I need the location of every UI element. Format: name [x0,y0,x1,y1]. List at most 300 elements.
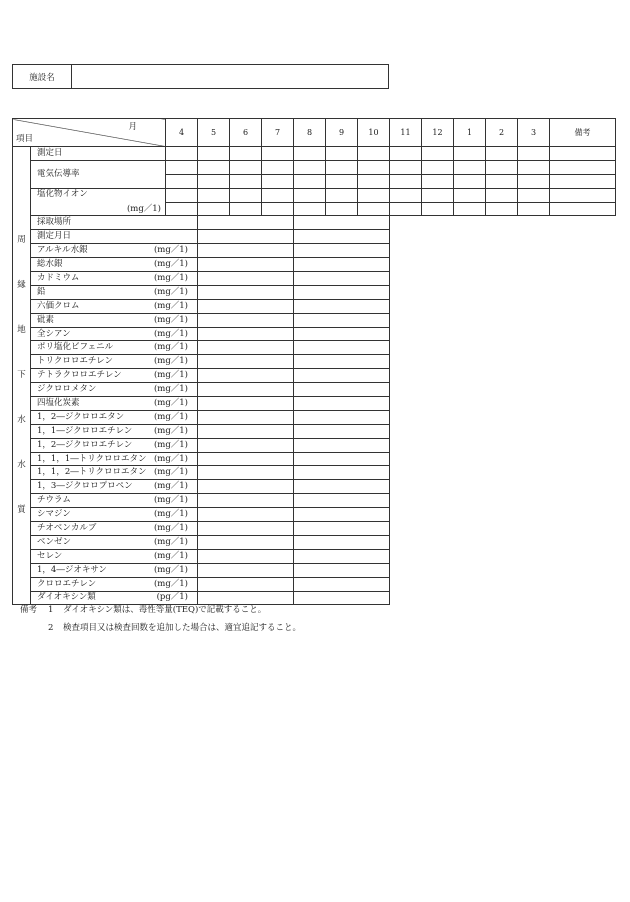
test-item-unit: (mg／1) [153,425,188,436]
sample-value-cell-2 [294,591,390,605]
item-axis-label: 項目 [16,134,34,144]
test-item-label-inner [31,315,197,326]
empty-area [390,313,616,327]
test-item-name: 測定月日 [37,231,72,242]
month-header: 9 [326,119,358,147]
table-row [13,452,616,466]
table-row [13,563,616,577]
sample-value-cell-2 [294,230,390,244]
month-value-cell [294,188,326,202]
month-value-cell [486,147,518,161]
sample-value-cell-2 [294,522,390,536]
chloride-label-inner [37,189,165,215]
sample-value-cell-1 [198,313,294,327]
sample-value-cell-2 [294,410,390,424]
table-row [13,494,616,508]
test-item-label [31,438,198,452]
test-item-label [31,535,198,549]
month-value-cell [454,147,486,161]
table-row [13,244,616,258]
test-item-name: カドミウム [37,272,80,283]
test-item-unit: (mg／1) [153,536,188,547]
empty-area [390,244,616,258]
test-item-label-inner [31,287,197,298]
remarks-value-cell [550,147,616,161]
month-value-cell [198,202,230,216]
sample-value-cell-2 [294,258,390,272]
test-item-name: クロロエチレン [37,578,97,589]
sample-value-cell-1 [198,341,294,355]
test-item-unit: (mg／1) [153,370,188,381]
facility-name-box [12,64,389,89]
remarks-value-cell [550,160,616,174]
test-item-unit: (mg／1) [153,286,188,297]
month-value-cell [454,188,486,202]
header-row [13,119,616,147]
test-item-name: シマジン [37,509,71,520]
facility-name-label: 施設名 [13,65,72,89]
test-item-label-inner [31,398,197,409]
test-item-label-inner [31,217,197,228]
empty-area [390,272,616,286]
notes-heading: 備考 [20,605,38,615]
test-item-label-inner [31,370,197,381]
month-value-cell [198,147,230,161]
test-item-label-inner [31,523,197,534]
empty-area [390,549,616,563]
month-value-cell [518,147,550,161]
empty-area [390,466,616,480]
table-row [13,272,616,286]
table-row [13,424,616,438]
empty-area [390,438,616,452]
sample-value-cell-2 [294,285,390,299]
test-item-label [31,230,198,244]
test-item-unit: (mg／1) [153,384,188,395]
month-value-cell [454,174,486,188]
test-item-unit: (mg／1) [153,245,188,256]
month-value-cell [166,202,198,216]
table-row [13,535,616,549]
empty-area [390,591,616,605]
month-value-cell [198,174,230,188]
month-value-cell [166,188,198,202]
test-item-label [31,327,198,341]
test-item-name: 1，1―ジクロロエチレン [37,425,133,436]
month-value-cell [326,160,358,174]
month-value-cell [326,202,358,216]
table-row [13,258,616,272]
side-label-char: 水 [17,415,26,426]
table-row [13,549,616,563]
test-item-name: 1，2―ジクロロエタン [37,411,125,422]
table-row [13,216,616,230]
month-value-cell [390,188,422,202]
sample-value-cell-2 [294,355,390,369]
remarks-value-cell [550,188,616,202]
test-item-label [31,480,198,494]
table-row [13,480,616,494]
remarks-value-cell [550,174,616,188]
table-row [13,285,616,299]
table-row [13,466,616,480]
sample-value-cell-1 [198,216,294,230]
empty-area [390,327,616,341]
empty-area [390,577,616,591]
diagonal-header-cell [13,119,166,147]
month-value-cell [390,160,422,174]
test-item-label [31,508,198,522]
month-header: 10 [358,119,390,147]
month-value-cell [294,174,326,188]
test-item-name: ベンゼン [37,536,72,547]
test-item-unit: (mg／1) [153,509,188,520]
measurement-date-label: 測定日 [31,147,166,161]
test-item-label [31,299,198,313]
test-item-unit: (mg／1) [153,467,188,478]
test-item-label-inner [31,301,197,312]
month-value-cell [262,188,294,202]
month-value-cell [262,147,294,161]
month-value-cell [326,188,358,202]
sample-value-cell-2 [294,383,390,397]
test-item-name: トリクロロエチレン [37,356,113,367]
sample-value-cell-2 [294,577,390,591]
month-header: 5 [198,119,230,147]
test-item-unit: (mg／1) [153,453,188,464]
sample-value-cell-1 [198,383,294,397]
test-item-unit: (mg／1) [153,564,188,575]
sample-value-cell-2 [294,216,390,230]
test-item-name: 1，4―ジオキサン [37,564,107,575]
test-item-label [31,466,198,480]
sample-value-cell-2 [294,466,390,480]
test-item-label-inner [31,467,197,478]
sample-value-cell-2 [294,369,390,383]
test-item-name: チオベンカルブ [37,522,97,533]
month-value-cell [390,174,422,188]
empty-area [390,383,616,397]
test-item-label-inner [31,481,197,492]
table-row [13,522,616,536]
test-item-unit: (mg／1) [153,356,188,367]
month-value-cell [422,188,454,202]
sample-value-cell-1 [198,577,294,591]
empty-area [390,369,616,383]
table-row [13,313,616,327]
table-row [13,383,616,397]
empty-area [390,285,616,299]
test-item-unit: (mg／1) [153,481,188,492]
side-label-char: 地 [17,325,26,336]
test-item-unit: (mg／1) [153,578,188,589]
month-header: 7 [262,119,294,147]
test-item-unit: (mg／1) [153,300,188,311]
month-value-cell [486,160,518,174]
test-item-name: ポリ塩化ビフェニル [37,342,114,353]
test-item-label [31,410,198,424]
month-value-cell [454,202,486,216]
test-item-label-inner [31,342,197,353]
sample-value-cell-2 [294,299,390,313]
empty-area [390,216,616,230]
test-item-name: テトラクロロエチレン [37,370,122,381]
test-item-label [31,383,198,397]
month-header: 3 [518,119,550,147]
table-row [13,341,616,355]
test-item-name: 1，2―ジクロロエチレン [37,439,133,450]
month-header: 8 [294,119,326,147]
test-item-label [31,258,198,272]
month-value-cell [294,202,326,216]
empty-area [390,522,616,536]
chloride-name: 塩化物イオン [37,189,88,200]
test-item-name: 鉛 [37,286,46,297]
table-row [13,438,616,452]
empty-area [390,410,616,424]
table-row [13,591,616,605]
month-value-cell [358,174,390,188]
test-item-name: 砒素 [37,314,55,325]
empty-area [390,230,616,244]
sample-value-cell-1 [198,299,294,313]
test-item-label-inner [31,509,197,520]
sample-value-cell-2 [294,494,390,508]
test-item-label [31,494,198,508]
empty-area [390,480,616,494]
test-item-unit: (pg／1) [156,592,188,603]
sample-value-cell-2 [294,424,390,438]
sample-value-cell-1 [198,563,294,577]
sample-value-cell-1 [198,466,294,480]
test-item-label [31,244,198,258]
test-item-label [31,452,198,466]
side-label-char: 水 [17,460,26,471]
test-item-label-inner [31,579,197,590]
sample-value-cell-2 [294,397,390,411]
side-label-char: 下 [17,370,26,381]
month-value-cell [518,160,550,174]
month-value-cell [422,147,454,161]
diagonal-header [13,119,165,146]
empty-area [390,341,616,355]
empty-area [390,535,616,549]
month-value-cell [166,147,198,161]
test-item-label-inner [31,384,197,395]
month-value-cell [390,202,422,216]
test-item-label-inner [31,329,197,340]
facility-row [13,65,389,89]
test-item-label [31,591,198,605]
conductivity-label: 電気伝導率 [31,160,166,188]
test-item-name: チウラム [37,495,71,506]
test-item-name: 1，1，1―トリクロロエタン [37,453,147,464]
month-value-cell [230,160,262,174]
sample-value-cell-1 [198,244,294,258]
groundwater-quality-side-label [13,147,31,605]
month-value-cell [486,174,518,188]
table-row [13,397,616,411]
test-item-label [31,563,198,577]
month-value-cell [358,147,390,161]
sample-value-cell-1 [198,522,294,536]
month-axis-label: 月 [128,122,137,132]
test-item-label [31,549,198,563]
month-value-cell [390,147,422,161]
test-item-label-inner [31,565,197,576]
empty-area [390,508,616,522]
month-value-cell [486,202,518,216]
table-row [13,355,616,369]
month-header: 4 [166,119,198,147]
month-value-cell [422,160,454,174]
sample-value-cell-1 [198,327,294,341]
sample-value-cell-1 [198,591,294,605]
sample-value-cell-2 [294,535,390,549]
month-value-cell [358,202,390,216]
test-item-name: 全シアン [37,328,71,339]
remarks-value-cell [550,202,616,216]
test-item-unit: (mg／1) [153,314,188,325]
sample-value-cell-1 [198,508,294,522]
sample-value-cell-2 [294,244,390,258]
note-number: 2 [48,623,54,633]
remarks-header: 備考 [550,119,616,147]
test-item-unit: (mg／1) [153,397,188,408]
test-item-label [31,341,198,355]
sample-value-cell-1 [198,397,294,411]
test-item-label [31,355,198,369]
empty-area [390,563,616,577]
table-row [13,577,616,591]
note-text: 検査項目又は検査回数を追加した場合は、適宜追記すること。 [63,623,302,633]
test-item-label-inner [31,273,197,284]
sample-value-cell-2 [294,438,390,452]
side-label-char: 周 [17,235,26,246]
sample-value-cell-1 [198,480,294,494]
test-item-name: 採取場所 [37,217,72,228]
facility-name-field [72,65,389,89]
month-value-cell [230,202,262,216]
test-item-name: 1，1，2―トリクロロエタン [37,467,147,478]
test-item-label-inner [31,426,197,437]
month-value-cell [230,188,262,202]
test-item-name: アルキル水銀 [37,245,88,256]
table-row [13,369,616,383]
month-value-cell [294,160,326,174]
sample-value-cell-1 [198,272,294,286]
test-item-label-inner [31,454,197,465]
empty-area [390,299,616,313]
month-header: 11 [390,119,422,147]
sample-value-cell-2 [294,452,390,466]
sample-value-cell-1 [198,410,294,424]
month-value-cell [518,174,550,188]
test-item-label [31,272,198,286]
test-item-label-inner [31,440,197,451]
test-item-name: 総水銀 [37,259,63,270]
month-header: 1 [454,119,486,147]
table-row [13,410,616,424]
month-value-cell [230,174,262,188]
water-quality-table [12,118,616,605]
sample-value-cell-1 [198,535,294,549]
table-body [13,119,616,605]
sample-value-cell-2 [294,272,390,286]
test-item-name: 四塩化炭素 [37,397,80,408]
month-value-cell [326,174,358,188]
chloride-label [31,188,166,216]
test-item-label [31,397,198,411]
sample-value-cell-1 [198,438,294,452]
sample-value-cell-1 [198,230,294,244]
test-item-name: ジクロロメタン [37,384,97,395]
empty-area [390,494,616,508]
test-item-unit: (mg／1) [153,259,188,270]
test-item-label [31,216,198,230]
test-item-label [31,522,198,536]
empty-area [390,258,616,272]
month-value-cell [262,160,294,174]
table-row [13,160,616,174]
test-item-label-inner [31,412,197,423]
sample-value-cell-2 [294,480,390,494]
test-item-label-inner [31,592,197,603]
table-row [13,188,616,202]
sample-value-cell-1 [198,369,294,383]
test-item-label [31,313,198,327]
test-item-label [31,577,198,591]
test-item-name: セレン [37,550,63,561]
month-value-cell [454,160,486,174]
month-value-cell [198,160,230,174]
sample-value-cell-1 [198,355,294,369]
test-item-label [31,369,198,383]
month-value-cell [518,202,550,216]
sample-value-cell-1 [198,494,294,508]
table-row [13,299,616,313]
month-value-cell [358,188,390,202]
sample-value-cell-2 [294,313,390,327]
sample-value-cell-1 [198,452,294,466]
test-item-unit: (mg／1) [153,495,188,506]
month-header: 2 [486,119,518,147]
test-item-label-inner [31,495,197,506]
month-value-cell [262,174,294,188]
note-number: 1 [48,605,54,615]
sample-value-cell-1 [198,549,294,563]
table-row [13,147,616,161]
month-value-cell [230,147,262,161]
month-value-cell [294,147,326,161]
sample-value-cell-2 [294,341,390,355]
month-header: 6 [230,119,262,147]
test-item-label-inner [31,356,197,367]
side-label-char: 質 [17,505,26,516]
month-value-cell [326,147,358,161]
test-item-label-inner [31,259,197,270]
month-value-cell [166,160,198,174]
test-item-unit: (mg／1) [153,411,188,422]
table-row [13,508,616,522]
test-item-unit: (mg／1) [153,550,188,561]
test-item-unit: (mg／1) [153,328,188,339]
test-item-label-inner [31,245,197,256]
empty-area [390,397,616,411]
month-value-cell [518,188,550,202]
test-item-name: ダイオキシン類 [37,592,96,603]
sample-value-cell-2 [294,563,390,577]
